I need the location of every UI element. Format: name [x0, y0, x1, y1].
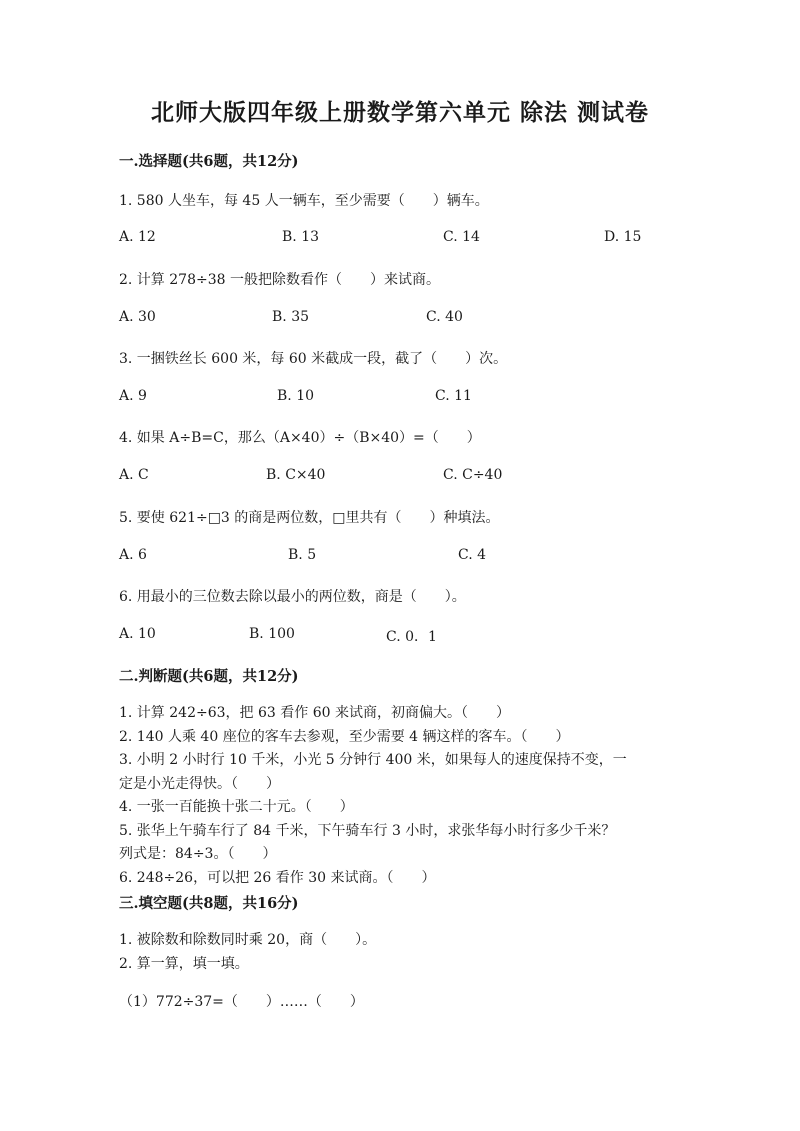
judge-line: 5. 张华上午骑车行了 84 千米，下午骑车行 3 小时，求张华每小时行多少千米？ — [119, 822, 616, 839]
option-b: B. 13 — [282, 229, 320, 245]
question-text: 4. 如果 A÷B=C，那么（A×40）÷（B×40）=（ ） — [119, 430, 481, 446]
question-text: 6. 用最小的三位数去除以最小的两位数，商是（ ）。 — [119, 589, 466, 605]
judge-line: 定是小光走得快。（ ） — [119, 775, 280, 792]
question-text: 3. 一捆铁丝长 600 米，每 60 米截成一段，截了（ ）次。 — [119, 351, 508, 367]
option-c: C. 0．1 — [386, 629, 437, 645]
judge-line: 4. 一张一百能换十张二十元。（ ） — [119, 799, 354, 815]
fill-list — [119, 929, 376, 976]
section-heading-fill: 三.填空题(共8题，共16分) — [119, 895, 299, 912]
option-b: B. 5 — [288, 547, 317, 563]
section-heading-judge: 二.判断题(共6题，共12分) — [119, 668, 299, 685]
judge-list — [119, 702, 689, 890]
judge-line: 2. 140 人乘 40 座位的客车去参观，至少需要 4 辆这样的客车。（ ） — [119, 728, 570, 745]
options-row — [0, 467, 800, 487]
options-row — [0, 547, 800, 567]
option-c: C. 14 — [443, 229, 480, 245]
option-b: B. C×40 — [266, 467, 326, 483]
option-b: B. 35 — [272, 309, 310, 325]
question-text: 1. 580 人坐车，每 45 人一辆车，至少需要（ ）辆车。 — [119, 193, 489, 209]
option-d: D. 15 — [604, 229, 642, 245]
fill-line: 1. 被除数和除数同时乘 20，商（ ）。 — [119, 932, 377, 948]
judge-line: 1. 计算 242÷63，把 63 看作 60 来试商，初商偏大。（ ） — [119, 705, 510, 721]
option-a: A. 12 — [119, 229, 156, 245]
option-b: B. 100 — [249, 626, 295, 642]
question-text: 5. 要使 621÷□3 的商是两位数，□里共有（ ）种填法。 — [119, 510, 500, 526]
question-text: 2. 计算 278÷38 一般把除数看作（ ）来试商。 — [119, 272, 440, 288]
section-heading-choice: 一.选择题(共6题，共12分) — [119, 153, 299, 170]
option-c: C. 4 — [458, 547, 487, 563]
option-a: A. 6 — [119, 547, 147, 563]
option-a: A. 30 — [119, 309, 156, 325]
option-c: C. 40 — [426, 309, 463, 325]
option-a: A. 10 — [119, 626, 156, 642]
option-c: C. C÷40 — [443, 467, 503, 483]
option-b: B. 10 — [277, 388, 315, 404]
options-row — [0, 388, 800, 408]
options-row — [0, 229, 800, 249]
judge-line: 列式是：84÷3。（ ） — [119, 846, 277, 862]
option-a: A. 9 — [119, 388, 147, 404]
options-row — [0, 626, 800, 646]
fill-subquestion: （1）772÷37=（ ）……（ ） — [119, 994, 364, 1010]
option-a: A. C — [119, 467, 149, 483]
page-title: 北师大版四年级上册数学第六单元 除法 测试卷 — [150, 99, 649, 126]
options-row — [0, 309, 800, 329]
judge-line: 3. 小明 2 小时行 10 千米，小光 5 分钟行 400 米，如果每人的速度保持不变，一 — [119, 752, 627, 768]
judge-line: 6. 248÷26，可以把 26 看作 30 来试商。（ ） — [119, 869, 436, 886]
option-c: C. 11 — [435, 388, 472, 404]
fill-line: 2. 算一算，填一填。 — [119, 955, 249, 972]
